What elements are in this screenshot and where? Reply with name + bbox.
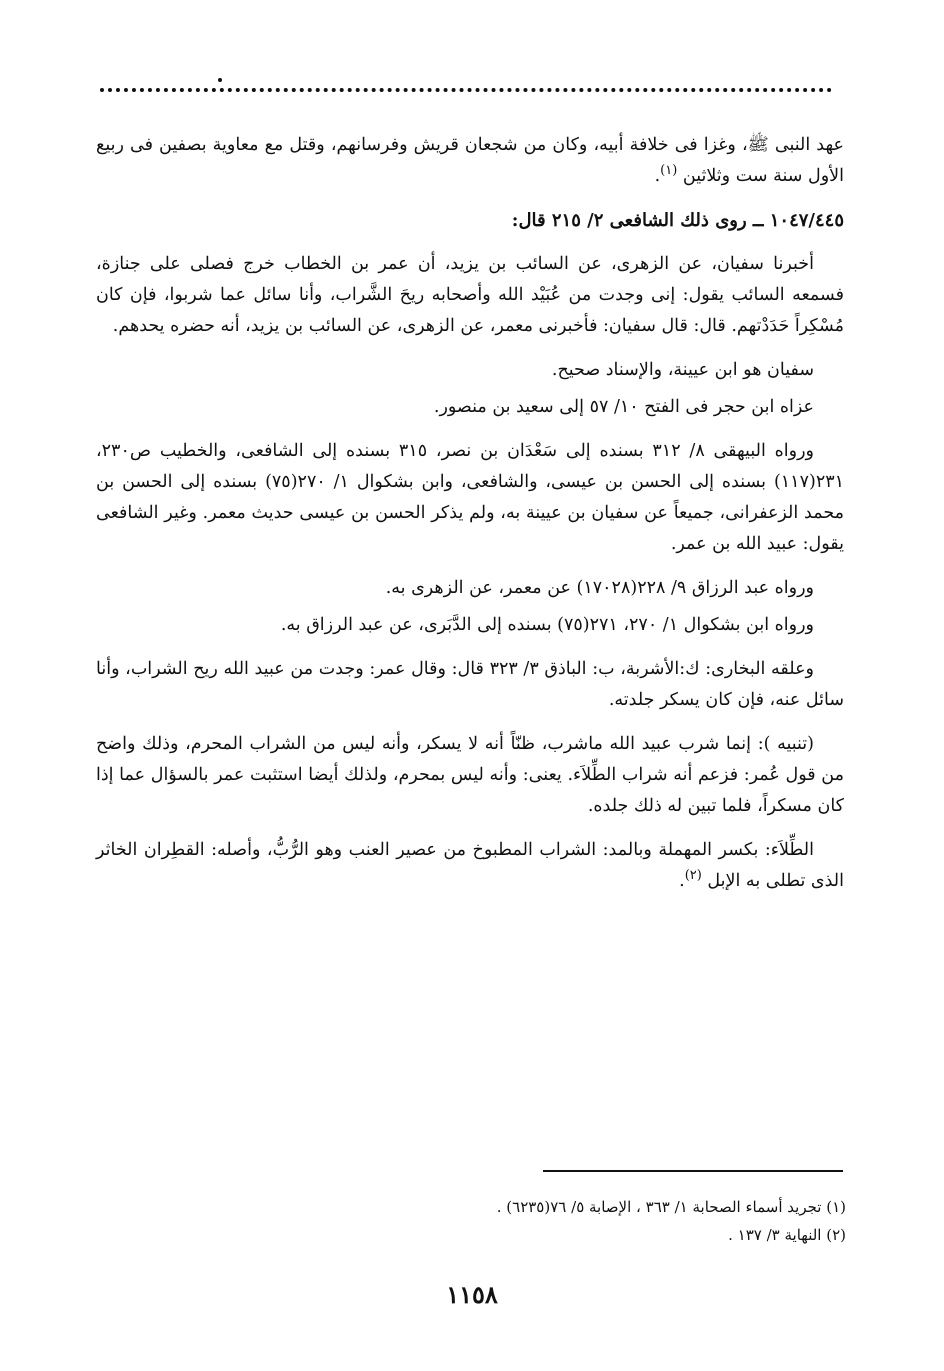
page-number: ١١٥٨ [446, 1280, 498, 1309]
footnote-2: (٢) النهاية ٣/ ١٣٧ . [728, 1226, 846, 1244]
main-text [96, 130, 844, 910]
paragraph-bashkuwal: ورواه ابن بشكوال ١/ ٢٧٠، ٢٧١(٧٥) بسنده إلى الدَّبَرى، عن عبد الرزاق به. [280, 615, 814, 635]
top-dot-mark [218, 78, 222, 82]
paragraph-attribution: عزاه ابن حجر فى الفتح ١٠/ ٥٧ إلى سعيد بن منصور. [433, 397, 814, 417]
paragraph-isnad-note: سفيان هو ابن عيينة، والإسناد صحيح. [551, 360, 814, 380]
top-dotted-rule [100, 88, 832, 92]
footnote-ref-2: (٢) [684, 868, 702, 884]
paragraph-note: (تنبيه ): إنما شرب عبيد الله ماشرب، ظنّاً أنه لا يسكر، وأنه ليس من الشراب المحرم، وذلك واضح من قول عُمر: فزعم أنه شراب الطِّلاَء. يعنى: وأنه ليس بمحرم، ولذلك أيضا استثبت عمر بالسؤال عما إذا كان مسكراً، فلما تبين له ذلك جلده. [96, 734, 844, 816]
footnote-separator [543, 1170, 843, 1172]
paragraph-abdurrazzaq: ورواه عبد الرزاق ٩/ ٢٢٨(١٧٠٢٨) عن معمر، عن الزهرى به. [385, 578, 814, 598]
paragraph-hadith: أخبرنا سفيان، عن الزهرى، عن السائب بن يزيد، أن عمر بن الخطاب خرج فصلى على جنازة، فسمعه السائب يقول: إنى وجدت من عُبَيْد الله وأصحابه ريحَ الشَّراب، وأنا سائل عما شربوا، فإن كان مُسْكِراً حَدَدْتهم. قال: قال سفيان: فأخبرنى معمر، عن الزهرى، عن السائب بن يزيد، أنه حضره يحدهم. [96, 254, 844, 336]
paragraph-definition: الطِّلاَء: بكسر المهملة وبالمد: الشراب المطبوخ من عصير العنب وهو الرُّبُّ، وأصله: القطِران الخاثر الذى تطلى به الإبل $^{(٢)}$. [96, 840, 844, 891]
entry-heading: ١٠٤٧/٤٤٥ ــ روى ذلك الشافعى ٢/ ٢١٥ قال: [511, 210, 844, 231]
footnote-ref-1: (١) [660, 163, 678, 179]
paragraph-bukhari: وعلقه البخارى: ك:الأشربة، ب: الباذق ٣/ ٣٢٣ قال: وقال عمر: وجدت من عبيد الله ريح الشراب، وأنا سائل عنه، فإن كان يسكر جلدته. [96, 659, 844, 710]
footnote-1: (١) تجريد أسماء الصحابة ١/ ٣٦٣ ، الإصابة ٥/ ٧٦(٦٢٣٥) . [496, 1198, 846, 1216]
paragraph-1: عهد النبى ﷺ، وغزا فى خلافة أبيه، وكان من شجعان قريش وفرسانهم، وقتل مع معاوية بصفين فى ربيع الأول سنة ست وثلاثين $^{(١)}$. [96, 135, 844, 186]
paragraph-bayhaqi: ورواه البيهقى ٨/ ٣١٢ بسنده إلى سَعْدَان بن نصر، ٣١٥ بسنده إلى الشافعى، والخطيب ص٢٣٠، ٢٣١(١١٧) بسنده إلى الحسن بن عيسى، والشافعى، وابن بشكوال ١/ ٢٧٠(٧٥) بسنده إلى الحسن بن محمد الزعفرانى، جميعاً عن سفيان بن عيينة به، ولم يذكر الحسن بن عيسى حديث معمر. وغير الشافعى يقول: عبيد الله بن عمر. [96, 441, 845, 554]
footnotes [246, 1193, 846, 1249]
